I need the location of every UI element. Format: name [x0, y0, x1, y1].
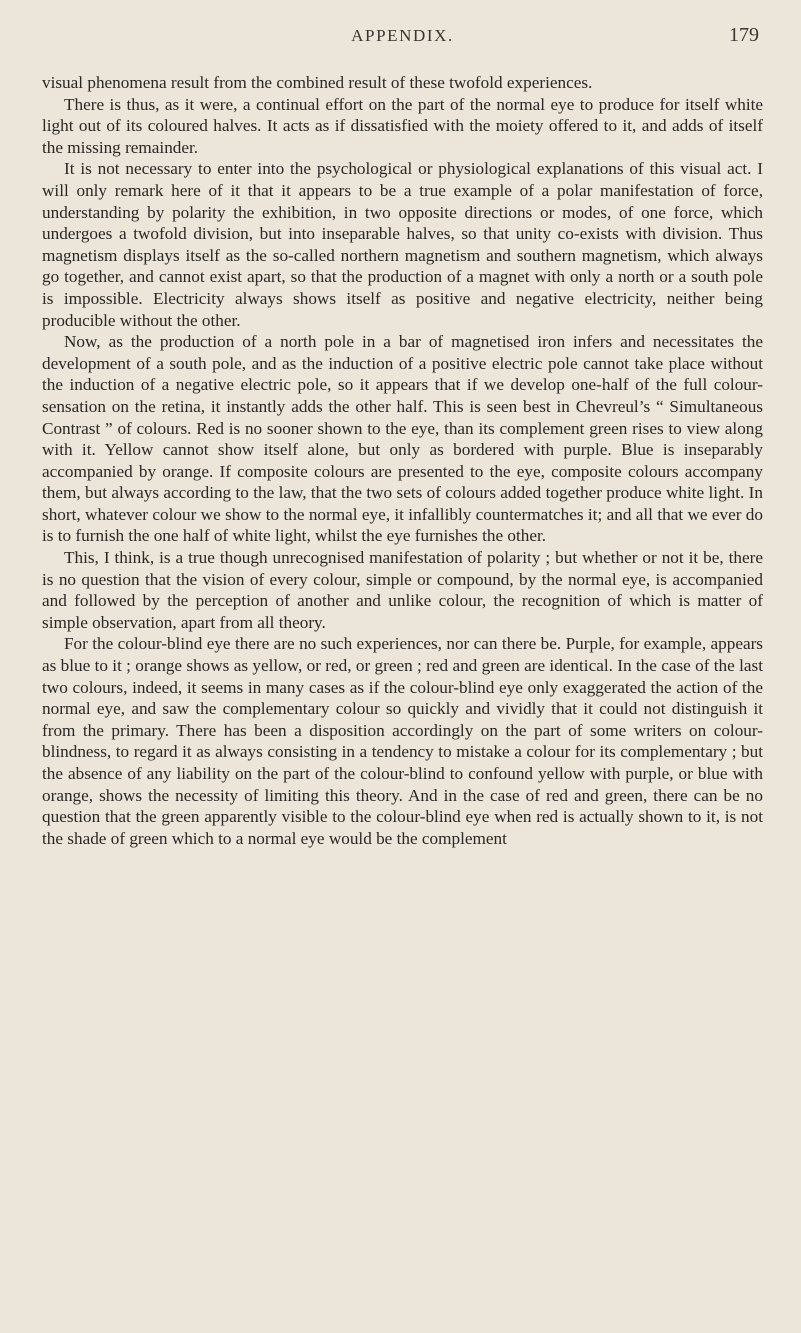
paragraph-3: It is not necessary to enter into the psychological or physiological explanations of this visual act. I will only remark here of it that it appears to be a true example of a polar manifestation of force, understanding by polarity the exhibition, in two opposite directions or modes, of one force, which undergoes a twofold division, but into inseparable halves, so that unity co-exists with division. Thus magnetism displays itself as the so-called northern magnetism and southern magnetism, which always go together, and cannot exist apart, so that the production of a magnet with only a north or a south pole is impossible. Electricity always shows itself as positive and negative electricity, neither being producible without the other. [42, 159, 763, 330]
paragraph-1: visual phenomena result from the combined result of these twofold experiences. [42, 73, 593, 92]
paragraph-5: This, I think, is a true though unrecognised manifestation of polarity ; but whether or not it be, there is no question that the vision of every colour, simple or compound, by the normal eye, is accompanied and followed by the perception of another and unlike colour, the recognition of which is matter of simple observation, apart from all theory. [42, 548, 763, 632]
page-header [42, 26, 763, 62]
paragraph-2: There is thus, as it were, a continual effort on the part of the normal eye to produce for itself white light out of its coloured halves. It acts as if dissatisfied with the moiety offered to it, and adds of itself the missing remainder. [42, 94, 763, 157]
page-number: 179 [729, 24, 759, 46]
body-text [42, 72, 763, 849]
paragraph-6: For the colour-blind eye there are no such experiences, nor can there be. Purple, for example, appears as blue to it ; orange shows as yellow, or red, or green ; red and green are identical. In the case of the last two colours, indeed, it seems in many cases as if the colour-blind eye only exaggerated the action of the normal eye, and saw the complementary colour so quickly and vividly that it could not distinguish it from the primary. There has been a disposition accordingly on the part of some writers on colour-blindness, to regard it as always consisting in a tendency to mistake a colour for its complementary ; but the absence of any liability on the part of the colour-blind to confound yellow with purple, or blue with orange, shows the necessity of limiting this theory. And in the case of red and green, there can be no question that the green apparently visible to the colour-blind eye when red is actually shown to it, is not the shade of green which to a normal eye would be the complement [42, 634, 763, 848]
running-head: APPENDIX. [351, 26, 454, 45]
paragraph-4: Now, as the production of a north pole in a bar of magnetised iron infers and necessitates the development of a south pole, and as the induction of a positive electric pole cannot take place without the induction of a negative electric pole, so it appears that if we develop one-half of the full colour-sensation on the retina, it instantly adds the other half. This is seen best in Chevreul’s “ Simultaneous Contrast ” of colours. Red is no sooner shown to the eye, than its complement green rises to view along with it. Yellow cannot show itself alone, but only as bordered with purple. Blue is inseparably accompanied by orange. If composite colours are presented to the eye, composite colours accompany them, but always according to the law, that the two sets of colours added together produce white light. In short, whatever colour we show to the normal eye, it infallibly countermatches it; and all that we ever do is to furnish the one half of white light, whilst the eye furnishes the other. [42, 332, 763, 546]
